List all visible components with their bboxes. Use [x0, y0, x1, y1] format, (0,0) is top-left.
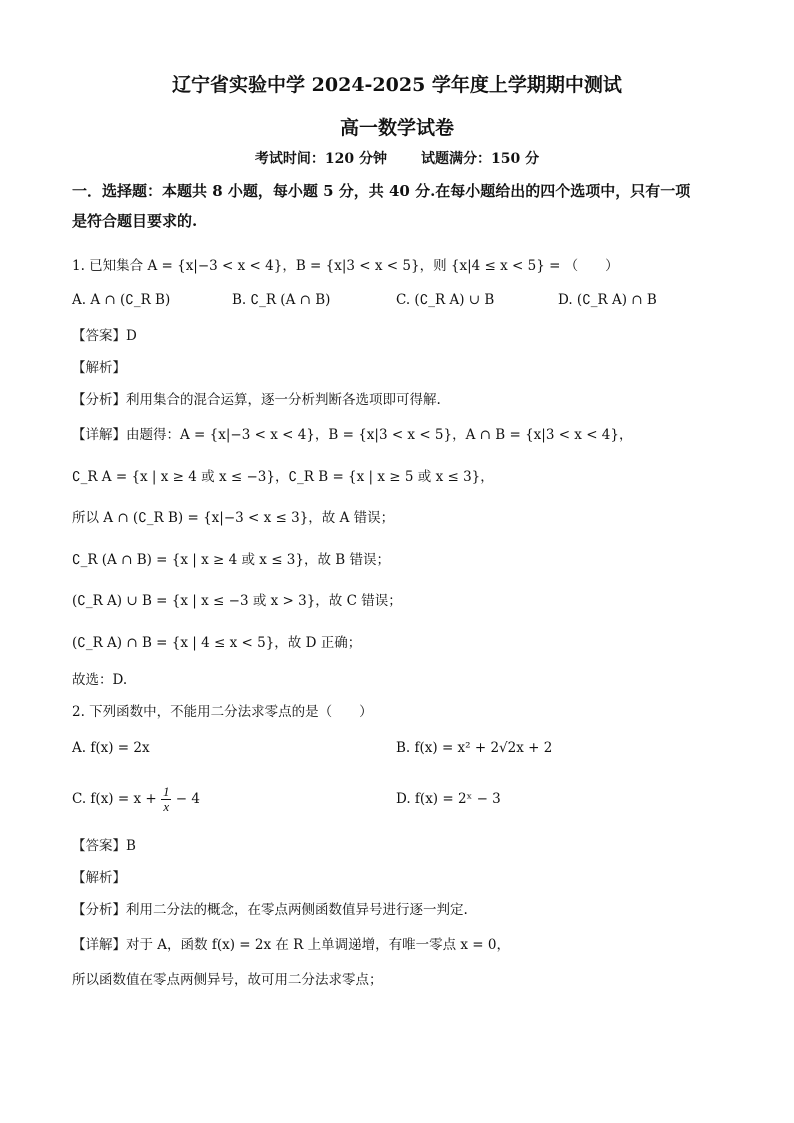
q2-option-a: A. f(x) = 2x	[72, 740, 150, 756]
q2-option-c-numerator: 1	[162, 784, 170, 799]
q2-option-c	[72, 782, 200, 816]
section-heading-line1: 一．选择题：本题共 8 小题，每小题 5 分，共 40 分.在每小题给出的四个选项中，只有一项	[72, 182, 691, 200]
exam-score: 试题满分：150 分	[421, 151, 540, 167]
q2-option-c-suffix: − 4	[175, 791, 200, 807]
q1-line2: 所以 A ∩ (∁_R B) = {x|−3 < x ≤ 3}，故 A 错误；	[72, 510, 395, 526]
q2-fenxi: 【分析】利用二分法的概念，在零点两侧函数值异号进行逐一判定.	[72, 902, 468, 918]
q1-analysis-tag: 【解析】	[72, 360, 126, 376]
q2-option-c-fraction	[161, 785, 172, 814]
q1-option-a: A. A ∩ (∁_R B)	[72, 292, 171, 308]
q2-option-b: B. f(x) = x² + 2√2x + 2	[396, 740, 553, 756]
q1-line5: (∁_R A) ∩ B = {x | 4 ≤ x < 5}，故 D 正确；	[72, 635, 362, 651]
q1-option-c: C. (∁_R A) ∪ B	[396, 292, 495, 308]
q1-stem: 1. 已知集合 A = {x|−3 < x < 4}，B = {x|3 < x < 5}，则 {x|4 ≤ x < 5} = （ ）	[72, 258, 619, 274]
q1-line1: ∁_R A = {x | x ≥ 4 或 x ≤ −3}，∁_R B = {x | x ≥ 5 或 x ≤ 3}，	[72, 469, 494, 485]
q1-option-b: B. ∁_R (A ∩ B)	[232, 292, 331, 308]
q2-option-c-prefix: C. f(x) = x +	[72, 791, 157, 807]
q1-option-d: D. (∁_R A) ∩ B	[558, 292, 657, 308]
q1-fenxi: 【分析】利用集合的混合运算，逐一分析判断各选项即可得解.	[72, 392, 441, 408]
q1-line4: (∁_R A) ∪ B = {x | x ≤ −3 或 x > 3}，故 C 错误；	[72, 593, 402, 609]
q2-answer: 【答案】B	[72, 838, 136, 854]
q2-xiangjie: 【详解】对于 A，函数 f(x) = 2x 在 R 上单调递增，有唯一零点 x = 0，	[72, 937, 510, 953]
exam-info	[0, 148, 794, 168]
exam-subtitle: 高一数学试卷	[339, 117, 454, 139]
exam-time: 考试时间：120 分钟	[254, 151, 387, 167]
q1-line3: ∁_R (A ∩ B) = {x | x ≥ 4 或 x ≤ 3}，故 B 错误；	[72, 552, 390, 568]
q2-analysis-tag: 【解析】	[72, 870, 126, 886]
q2-line1: 所以函数值在零点两侧异号，故可用二分法求零点；	[72, 972, 383, 988]
q2-option-c-denominator: x	[163, 799, 170, 814]
exam-title: 辽宁省实验中学 2024-2025 学年度上学期期中测试	[172, 74, 622, 96]
q2-stem: 2. 下列函数中，不能用二分法求零点的是（ ）	[72, 704, 373, 720]
section-heading-line2: 是符合题目要求的.	[72, 212, 198, 230]
q1-choice: 故选：D.	[72, 672, 128, 688]
q2-option-d: D. f(x) = 2ˣ − 3	[396, 791, 501, 807]
q1-answer: 【答案】D	[72, 328, 137, 344]
q1-xiangjie: 【详解】由题得：A = {x|−3 < x < 4}，B = {x|3 < x < 5}，A ∩ B = {x|3 < x < 4}，	[72, 427, 633, 443]
